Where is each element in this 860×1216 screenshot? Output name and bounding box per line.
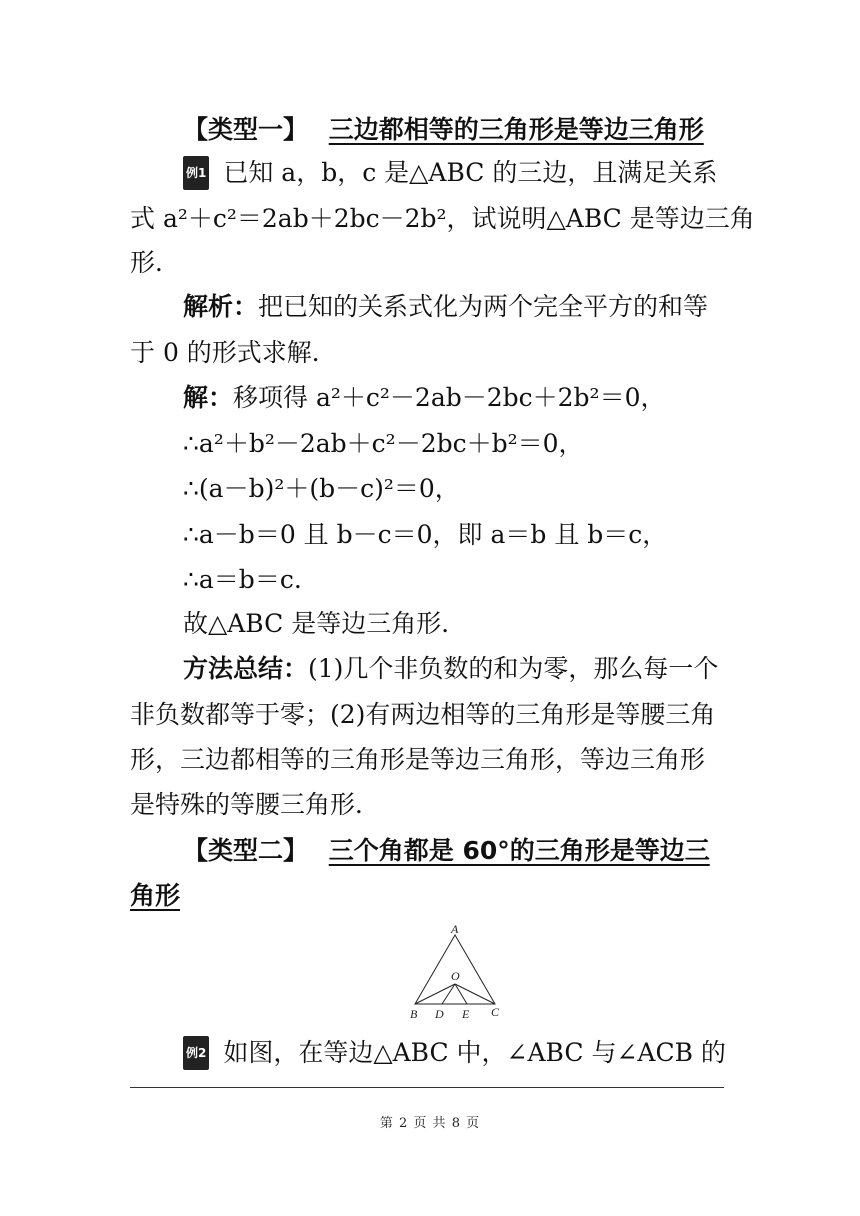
method-text-1: (1)几个非负数的和为零，那么每一个 bbox=[308, 654, 719, 683]
analysis-line1 bbox=[183, 290, 708, 324]
method-label: 方法总结： bbox=[183, 654, 309, 683]
analysis-text-1: 把已知的关系式化为两个完全平方的和等 bbox=[258, 292, 709, 321]
solution-line4: ∴a－b＝0 且 b－c＝0，即 a＝b 且 b＝c， bbox=[183, 520, 668, 549]
analysis-line2: 于 0 的形式求解． bbox=[130, 338, 337, 367]
solution-line1 bbox=[183, 381, 665, 415]
label-o: O bbox=[451, 969, 460, 983]
example1-text-1: 已知 a，b，c 是△ABC 的三边，且满足关系 bbox=[223, 158, 718, 187]
type1-label: 【类型一】 bbox=[183, 115, 309, 144]
type2-title-2: 角形 bbox=[130, 881, 181, 910]
page-footer: 第 2 页 共 8 页 bbox=[379, 1116, 481, 1131]
label-e: E bbox=[462, 1007, 470, 1021]
label-d: D bbox=[435, 1007, 444, 1021]
method-line1 bbox=[183, 652, 718, 686]
solution-line5: ∴a＝b＝c. bbox=[183, 565, 302, 594]
example1-line2: 式 a²＋c²＝2ab＋2bc－2b²，试说明△ABC 是等边三角 bbox=[130, 204, 755, 233]
type1-title: 三边都相等的三角形是等边三角形 bbox=[328, 115, 704, 144]
type2-heading-cont bbox=[130, 879, 180, 913]
solution-line6: 故△ABC 是等边三角形． bbox=[183, 609, 467, 638]
example2-line1 bbox=[183, 1036, 726, 1070]
type2-heading bbox=[183, 834, 710, 868]
solution-line2: ∴a²＋b²－2ab＋c²－2bc＋b²＝0， bbox=[183, 429, 584, 458]
solution-label: 解： bbox=[183, 383, 234, 412]
method-line3: 形，三边都相等的三角形是等边三角形，等边三角形 bbox=[130, 745, 706, 774]
footer-divider bbox=[130, 1087, 724, 1088]
example2-text: 如图，在等边△ABC 中，∠ABC 与∠ACB 的 bbox=[223, 1038, 726, 1067]
example2-badge: 例2 bbox=[183, 1036, 209, 1070]
type1-heading bbox=[183, 113, 704, 147]
analysis-label: 解析： bbox=[183, 292, 259, 321]
example1-badge: 例1 bbox=[183, 156, 209, 190]
type2-label: 【类型二】 bbox=[183, 836, 309, 865]
method-line4: 是特殊的等腰三角形． bbox=[130, 790, 381, 819]
solution-line3: ∴(a－b)²＋(b－c)²＝0， bbox=[183, 474, 460, 503]
solution-text-1: 移项得 a²＋c²－2ab－2bc＋2b²＝0， bbox=[233, 383, 666, 412]
label-b: B bbox=[410, 1007, 418, 1021]
method-line2: 非负数都等于零；(2)有两边相等的三角形是等腰三角 bbox=[130, 700, 716, 729]
example1-line1 bbox=[183, 156, 717, 190]
label-a: A bbox=[451, 922, 459, 936]
example1-line3: 形． bbox=[130, 248, 181, 277]
triangle-figure bbox=[405, 922, 515, 1022]
label-c: C bbox=[491, 1005, 500, 1019]
type2-title-1: 三个角都是 60°的三角形是等边三 bbox=[328, 836, 710, 865]
